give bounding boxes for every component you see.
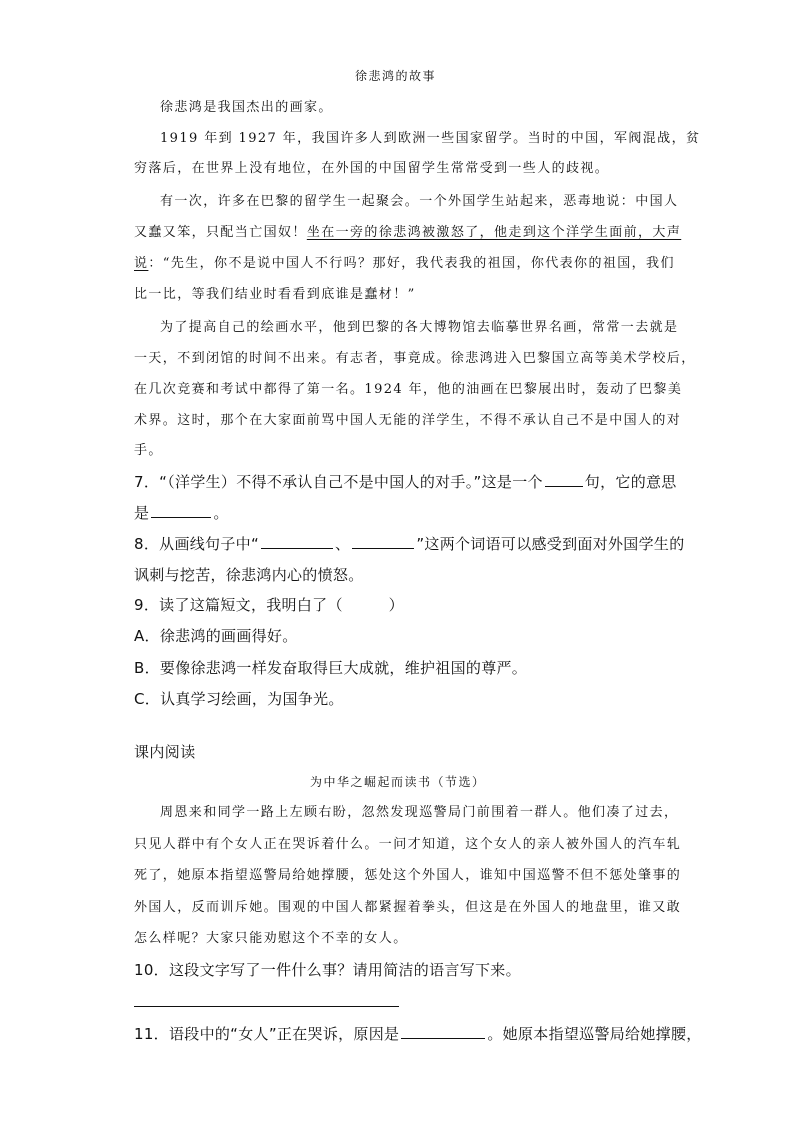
question-8-line-1 xyxy=(134,537,685,552)
question-7-text: 7．“（洋学生）不得不承认自己不是中国人的对手。”这是一个 xyxy=(134,473,543,491)
question-7-text-3: 是 xyxy=(134,504,150,522)
plain-text: 又蠢又笨，只配当亡国奴！ xyxy=(134,225,307,240)
story-paragraph-4-line-4: 术界。这时，那个在大家面前骂中国人无能的洋学生，不得不承认自己不是中国人的对 xyxy=(134,413,682,428)
question-9-option-c[interactable]: C．认真学习绘画，为国争光。 xyxy=(134,690,344,708)
story-paragraph-2-line-1: 1919 年到 1927 年，我国许多人到欧洲一些国家留学。当时的中国，军阀混战，贫 xyxy=(160,131,701,146)
story-title: 徐悲鸿的故事 xyxy=(355,69,437,83)
section-heading: 课内阅读 xyxy=(134,743,196,761)
section-2-line-4: 外国人，反而训斥她。围观的中国人都紧握着拳头，但这是在外国人的地盘里，谁又敢 xyxy=(134,900,682,915)
question-8-line-2: 讽刺与挖苦，徐悲鸿内心的愤怒。 xyxy=(134,566,364,584)
section-2-line-5: 怎么样呢？大家只能劝慰这个不幸的女人。 xyxy=(134,931,408,946)
question-8-text-2: ”这两个词语可以感受到面对外国学生的 xyxy=(416,535,685,553)
section-2-title: 为中华之崛起而读书（节选） xyxy=(310,775,486,789)
underlined-sentence-end: 说 xyxy=(134,256,149,271)
question-10: 10．这段文字写了一件什么事？请用简洁的语言写下来。 xyxy=(134,961,521,979)
story-paragraph-3-line-3 xyxy=(134,257,675,270)
answer-blank-word-1[interactable] xyxy=(261,547,333,549)
question-7-text-2: 句，它的意思 xyxy=(584,473,677,491)
story-paragraph-4-line-3: 在几次竞赛和考试中都得了第一名。1924 年，他的油画在巴黎展出时，轰动了巴黎美 xyxy=(134,382,683,397)
plain-text: ：“先生，你不是说中国人不行吗？那好，我代表我的祖国，你代表你的祖国，我们 xyxy=(148,256,675,271)
section-2-line-1: 周恩来和同学一路上左顾右盼，忽然发现巡警局门前围着一群人。他们凑了过去， xyxy=(160,805,679,820)
question-7-line-2 xyxy=(134,506,229,521)
question-9: 9．读了这篇短文，我明白了（ ） xyxy=(134,596,404,614)
question-7-text-4: 。 xyxy=(213,504,229,522)
underlined-sentence: 坐在一旁的徐悲鸿被激怒了，他走到这个洋学生面前，大声 xyxy=(306,225,682,240)
story-paragraph-4-line-5: 手。 xyxy=(134,443,163,458)
question-7-line-1 xyxy=(134,475,677,490)
section-2-line-3: 死了，她原本指望巡警局给她撑腰，惩处这个外国人，谁知中国巡警不但不惩处肇事的 xyxy=(134,868,682,883)
question-11-text: 11．语段中的“女人”正在哭诉，原因是 xyxy=(134,1025,400,1043)
question-9-option-b[interactable]: B．要像徐悲鸿一样发奋取得巨大成就，维护祖国的尊严。 xyxy=(134,659,528,677)
question-8-text: 8．从画线句子中“ xyxy=(134,535,260,553)
story-paragraph-3-line-2 xyxy=(134,226,681,239)
story-paragraph-2-line-2: 穷落后，在世界上没有地位，在外国的中国留学生常常受到一些人的歧视。 xyxy=(134,161,610,176)
story-paragraph-1: 徐悲鸿是我国杰出的画家。 xyxy=(160,100,333,115)
question-8-sep: 、 xyxy=(335,535,351,553)
story-paragraph-4-line-2: 一天，不到闭馆的时间不出来。有志者，事竟成。徐悲鸿进入巴黎国立高等美术学校后， xyxy=(134,351,696,366)
answer-blank-sentence-type[interactable] xyxy=(545,485,583,487)
answer-blank-meaning[interactable] xyxy=(151,516,211,518)
section-2-line-2: 只见人群中有个女人正在哭诉着什么。一问才知道，这个女人的亲人被外国人的汽车轧 xyxy=(134,837,682,852)
story-paragraph-3-line-4: 比一比，等我们结业时看看到底谁是蠢材！” xyxy=(134,287,416,302)
question-11 xyxy=(134,1027,702,1042)
story-paragraph-3-line-1: 有一次，许多在巴黎的留学生一起聚会。一个外国学生站起来，恶毒地说：中国人 xyxy=(160,194,679,209)
answer-blank-reason[interactable] xyxy=(401,1037,485,1039)
question-11-text-2: 。她原本指望巡警局给她撑腰， xyxy=(487,1025,702,1043)
answer-line-question-10[interactable] xyxy=(134,1006,399,1007)
answer-blank-word-2[interactable] xyxy=(352,547,414,549)
story-paragraph-4-line-1: 为了提高自己的绘画水平，他到巴黎的各大博物馆去临摹世界名画，常常一去就是 xyxy=(160,320,679,335)
question-9-option-a[interactable]: A．徐悲鸿的画画得好。 xyxy=(134,627,298,645)
